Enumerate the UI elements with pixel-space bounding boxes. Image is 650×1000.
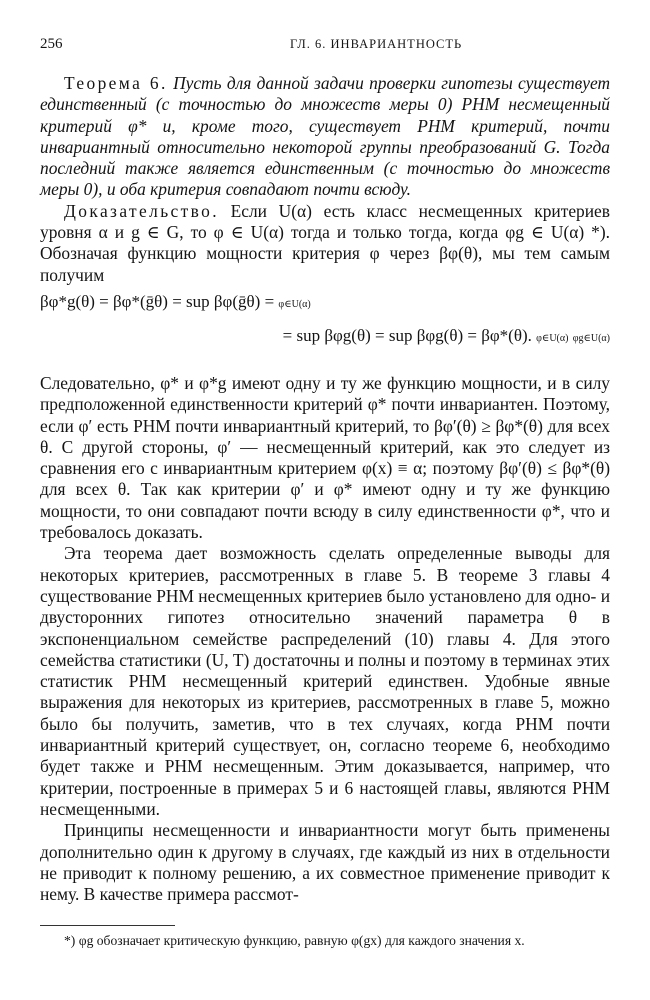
theorem-text: Пусть для данной задачи проверки гипотезы существует единственный (с точностью до множеств меры 0) РНМ несмещенный критерий φ* и, кроме того, существует РНМ критерий, почти инвариантный относительно некоторой группы преобразований G. Тогда последний также является единственным (с точностью до множеств меры 0), и оба критерия совпадают почти всюду.	[40, 73, 610, 200]
running-header	[40, 36, 608, 58]
formula-line-1	[40, 291, 311, 315]
proof-paragraph	[40, 201, 610, 286]
formula-line-2-text: = sup βφg(θ) = sup βφg(θ) = βφ*(θ).	[282, 325, 532, 345]
formula-line-1-text: βφ*g(θ) = βφ*(ḡθ) = sup βφ(ḡθ) =	[40, 291, 275, 311]
formula-line-2	[283, 325, 610, 349]
formula-line-2-subscript-2: φg∈U(α)	[572, 332, 610, 344]
proof-text: Если U(α) есть класс несмещенных критериев уровня α и g ∈ G, то φ ∈ U(α) тогда и только тогда, когда φg ∈ U(α) *). Обозначая функцию мощности критерия φ через βφ(θ), мы тем самым получим	[40, 200, 610, 285]
paragraph-theorem-use: Эта теорема дает возможность сделать определенные выводы для некоторых критериев, рассмотренных в главе 5. В теореме 3 главы 4 существование РНМ несмещенных критериев было установлено для одно- и двусторонних гипотез относительно значений параметра θ в экспоненциальном семействе распределений (10) главы 4. Для этого семейства статистики (U, T) достаточны и полны и поэтому в терминах этих статистик РНМ несмещенный критерий единствен. Удобные явные выражения для некоторых из критериев, рассмотренных в главе 5, можно было бы получить, заметив, что в тех случаях, когда РНМ почти инвариантный критерий существует, он, согласно теореме 6, необходимо будет также и РНМ несмещенным. Этим доказывается, например, что критерии, построенные в примерах 5 и 6 настоящей главы, являются РНМ несмещенными.	[40, 543, 610, 819]
page-body	[40, 73, 610, 905]
formula-line-2-subscript-1: φ∈U(α)	[536, 332, 569, 344]
formula-line-1-subscript: φ∈U(α)	[278, 298, 311, 310]
theorem-label: Теорема 6.	[64, 73, 168, 93]
footnote-rule	[40, 925, 175, 926]
theorem-paragraph	[40, 73, 610, 201]
chapter-title: ГЛ. 6. ИНВАРИАНТНОСТЬ	[290, 37, 463, 51]
footnote: *) φg обозначает критическую функцию, равную φ(gx) для каждого значения x.	[64, 933, 525, 948]
display-formula	[40, 291, 610, 351]
paragraph-consequence: Следовательно, φ* и φ*g имеют одну и ту же функцию мощности, и в силу предположенной единственности критерий φ* почти инвариантен. Поэтому, если φ′ есть РНМ почти инвариантный критерий, то βφ′(θ) ≥ βφ*(θ) для всех θ. С другой стороны, φ′ — несмещенный критерий, как это следует из сравнения его с инвариантным критерием φ(x) ≡ α; поэтому βφ′(θ) ≤ βφ*(θ) для всех θ. Так как критерии φ′ и φ* имеют одну и ту же функцию мощности, то они совпадают почти всюду в силу единственности φ*, что и требовалось доказать.	[40, 372, 610, 543]
paragraph-principles: Принципы несмещенности и инвариантности могут быть применены дополнительно один к другому в случаях, где каждый из них в отдельности не приводит к полному решению, а их совместное применение приводит к нему. В качестве примера рассмот-	[40, 820, 610, 905]
proof-label: Доказательство.	[64, 200, 219, 221]
page-number: 256	[40, 36, 63, 52]
